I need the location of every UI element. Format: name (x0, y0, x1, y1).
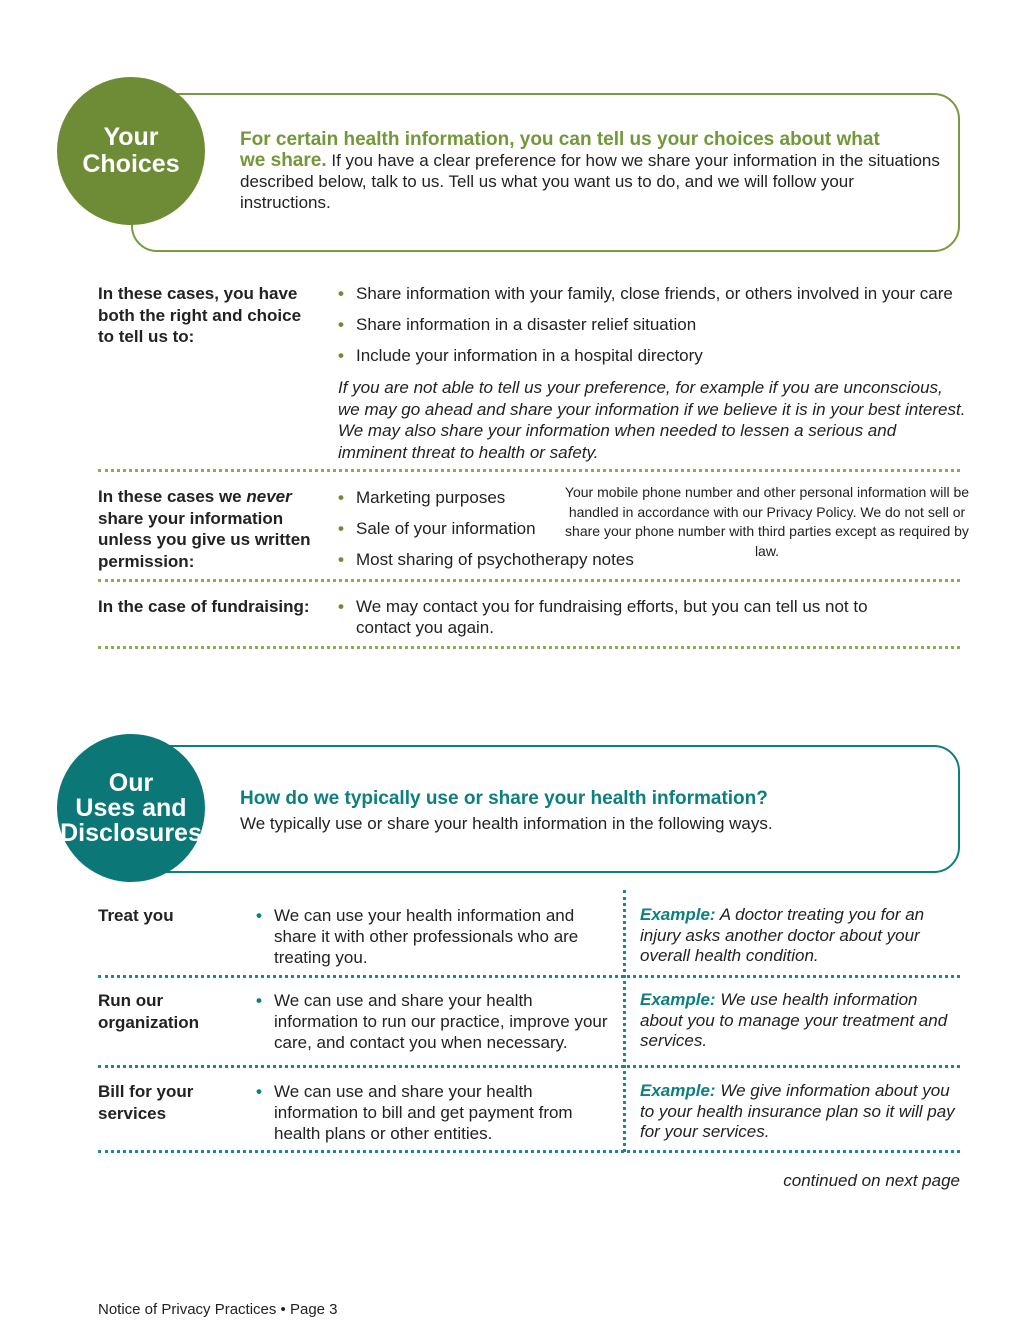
divider (98, 469, 960, 472)
uses-badge (57, 734, 205, 882)
uses-row-example (640, 990, 962, 1052)
example-label: Example: (640, 1081, 716, 1100)
bullet-dot-icon: • (338, 488, 344, 507)
divider (98, 579, 960, 582)
uses-row-label: Treat you (98, 906, 174, 925)
uses-intro-title: How do we typically use or share your health information? (240, 788, 768, 809)
bullet-dot-icon: • (256, 1082, 262, 1101)
choices-row1-bullet (338, 283, 968, 304)
choices-row2-label-pre: In these cases we (98, 487, 247, 506)
choices-row2-bullet (338, 487, 558, 508)
choices-row1-bullet-text: Share information in a disaster relief situation (356, 315, 697, 334)
choices-row2-label-post: share your information unless you give us written permission: (98, 508, 311, 571)
divider (98, 975, 960, 978)
uses-badge-line1: Our (108, 768, 154, 797)
choices-intro-lead-line2: we share. (240, 150, 327, 171)
bullet-dot-icon: • (338, 519, 344, 538)
choices-row2-bullet-text: Most sharing of psychotherapy notes (356, 550, 634, 569)
uses-row-bullet (256, 1081, 612, 1144)
choices-row3-bullet-text: We may contact you for fundraising efforts, but you can tell us not to contact you again. (356, 597, 868, 637)
choices-row1-note: If you are not able to tell us your preference, for example if you are unconscious, we may go ahead and share your information if we believe it is in your best interest. We may also share your information when needed to lessen a serious and imminent threat to health or safety. (338, 378, 966, 462)
uses-row-label: Run our organization (98, 991, 200, 1032)
example-label: Example: (640, 905, 716, 924)
uses-row-example (640, 905, 962, 967)
uses-row-bullet-text: We can use and share your health information to run our practice, improve your care, and contact you when necessary. (274, 991, 608, 1052)
bullet-dot-icon: • (338, 597, 344, 616)
choices-intro-lead-line1: For certain health information, you can tell us your choices about what (240, 129, 880, 150)
uses-row-bullet (256, 905, 612, 968)
uses-row-bullet-text: We can use your health information and share it with other professionals who are treating you. (274, 906, 579, 967)
bullet-dot-icon: • (256, 906, 262, 925)
choices-row3-bullet (338, 596, 898, 638)
column-divider (623, 890, 626, 1152)
choices-row1-bullet-text: Share information with your family, close friends, or others involved in your care (356, 284, 953, 303)
choices-intro (240, 129, 940, 213)
example-text: A doctor treating you for an injury asks another doctor about your overall health condition. (640, 905, 925, 965)
choices-badge-line1: Your (103, 123, 159, 151)
example-text: We use health information about you to manage your treatment and services. (640, 990, 948, 1050)
choices-badge (57, 77, 205, 225)
choices-row1-bullet (338, 345, 968, 366)
bullet-dot-icon: • (338, 550, 344, 569)
uses-row-bullet-text: We can use and share your health information to bill and get payment from health plans or other entities. (274, 1082, 573, 1143)
uses-row-bullet (256, 990, 612, 1053)
uses-badge-line3: Disclosures (60, 818, 202, 847)
choices-row2-label-em: never (246, 487, 292, 506)
divider (98, 1065, 960, 1068)
choices-row3-label: In the case of fundraising: (98, 597, 310, 616)
example-text: We give information about you to your health insurance plan so it will pay for your services. (640, 1081, 955, 1141)
uses-intro-body: We typically use or share your health information in the following ways. (240, 814, 773, 833)
choices-intro-body: If you have a clear preference for how we share your information in the situations described below, talk to us. Tell us what you want us to do, and we will follow your instructions. (240, 151, 940, 212)
choices-row2-bullet-text: Sale of your information (356, 519, 536, 538)
choices-row1-label: In these cases, you have both the right and choice to tell us to: (98, 284, 302, 346)
divider (98, 646, 960, 649)
bullet-dot-icon: • (256, 991, 262, 1010)
choices-row2-bullet (338, 518, 558, 539)
uses-intro (240, 788, 940, 834)
uses-row-example (640, 1081, 962, 1143)
uses-row-label: Bill for your services (98, 1082, 194, 1123)
sms-privacy-note: Your mobile phone number and other personal information will be handled in accordance with our Privacy Policy. We do not sell or share your phone number with third parties except as required by law. (564, 484, 970, 559)
choices-badge-line2: Choices (82, 150, 180, 178)
choices-row2-label (98, 486, 320, 572)
choices-row2-bullet-text: Marketing purposes (356, 488, 506, 507)
continued-note: continued on next page (783, 1171, 960, 1190)
bullet-dot-icon: • (338, 315, 344, 334)
choices-row1-bullet (338, 314, 968, 335)
bullet-dot-icon: • (338, 284, 344, 303)
example-label: Example: (640, 990, 716, 1009)
bullet-dot-icon: • (338, 346, 344, 365)
page-footer: Notice of Privacy Practices • Page 3 (98, 1301, 338, 1318)
choices-row1-bullet-text: Include your information in a hospital directory (356, 346, 703, 365)
divider (98, 1150, 960, 1153)
uses-badge-line2: Uses and (75, 793, 187, 822)
